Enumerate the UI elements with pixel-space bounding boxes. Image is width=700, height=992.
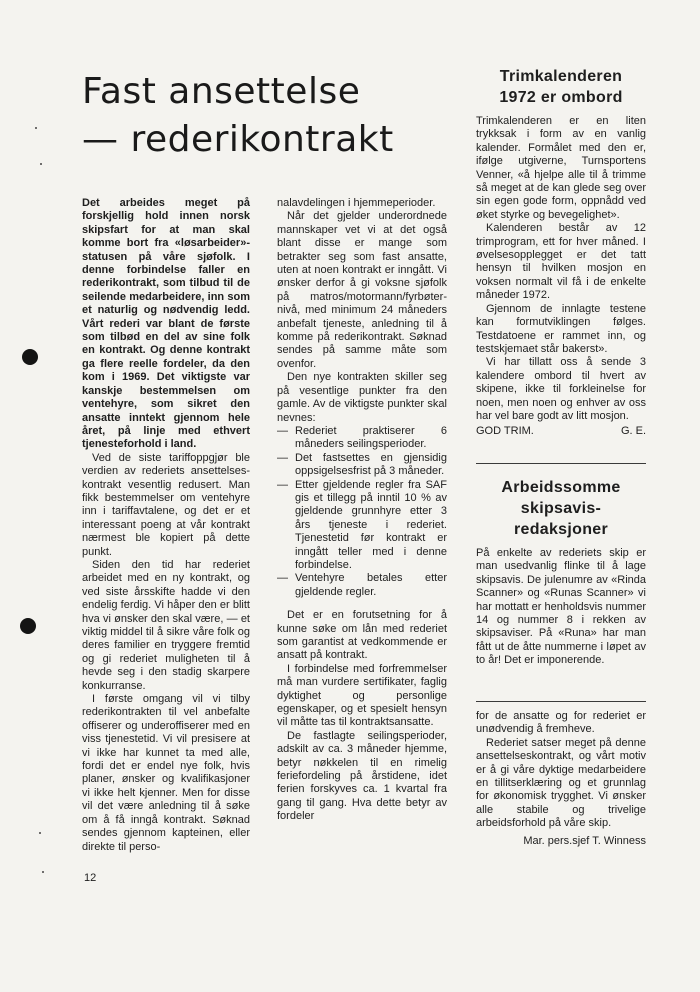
speck-icon: [35, 127, 37, 129]
article-paragraph: I forbindelse med forfremmelser må man vurdere sertifikater, faglig dyktighet og personlige egenskaper, og et spesielt hensyn vil måtte tas til kontraktsansatte.: [277, 662, 447, 729]
divider-rule: [476, 701, 646, 702]
skipsavis-paragraph: På enkelte av rederiets skip er man usedvanlig flinke til å lage skipsavis. De julenumre av «Rinda Scanner» og «Runas Scanner» vi har mottatt er henholdsvis nummer 14 og nummer 8 i rekken av skipsaviser. På «Runa» har man fått ut de åtte nummerne i løpet av to år! Det er imponerende.: [476, 547, 646, 667]
trim-paragraph: Trimkalenderen er en liten trykksak i form av en vanlig kalender. Formålet med den er, ifølge utgiverne, Turnsportens Venner, «å hjelpe alle til å trimme så meget at de kan glede seg over sin egen gode form, oppnådd ved øket styrke og bevegelighet».: [476, 115, 646, 221]
article-column-1: [82, 197, 250, 854]
article-column-3: [476, 710, 646, 848]
article-paragraph: Siden den tid har rederiet arbeidet med en ny kontrakt, og ved siste årsskifte hadde vi den endelig ferdig. Vi håper den er blitt hva vi ønsker den skal være, — et viktig middel til å sikre våre folk og deres familier en tryggere fremtid og gi rederiet muligheten til å hevde seg i den stadig skarpere konkurranse.: [82, 558, 250, 692]
article-signature: Mar. pers.sjef T. Winness: [523, 834, 646, 847]
heading-line: 1972 er ombord: [499, 89, 623, 106]
list-item: — Ventehyre betales etter gjeldende regler.: [277, 572, 447, 599]
speck-icon: [42, 871, 44, 873]
heading-line: redaksjoner: [513, 521, 608, 538]
signature-right: G. E.: [620, 425, 646, 438]
trim-paragraph: Kalenderen består av 12 trimprogram, ett for hver måned. I øvelsesopplegget er det tatt hensyn til hvilken mosjon en voksen normalt vil få i de enkelte måneder 1972.: [476, 222, 646, 302]
contract-points-list: [277, 425, 447, 599]
binder-hole-icon: [22, 349, 38, 365]
binder-hole-icon: [20, 618, 36, 634]
article-lead: Det arbeides meget på forskjellig hold innen norsk skipsfart for at man skal komme bort fra «løsarbeider»-statusen på våre sjøfolk. I denne forbindelse faller en rederikontrakt, som tilbud til de seilende medarbeidere, inn som et naturlig og nødvendig ledd. Vårt rederi var blant de første som tilbød en del av sine folk en kontrakt. Og denne kontrakt ga flere reelle fordeler, da den kom i 1969. Det viktigste var kanskje bestemmelsen om ventehyre, som sikret den ansatte inntekt gjennom hele året, på linje med ethvert tjenesteforhold i land.: [82, 197, 250, 451]
trim-paragraph: Vi har tillatt oss å sende 3 kalendere ombord til hvert av skipene, ikke til forkleinelse for noen, men noen og enhver av oss har vel bare godt av litt mosjon.: [476, 356, 646, 422]
speck-icon: [39, 832, 41, 834]
article-paragraph: De fastlagte seilingsperioder, adskilt av ca. 3 måneder hjemme, betyr nøkkelen til en rimelig feriefordeling på årstidene, idet ferien forskyves ca. 1 kvartal fra gang til gang. Hva dette betyr av fordeler: [277, 729, 447, 823]
page-number: 12: [84, 872, 97, 884]
article-headline: [82, 68, 442, 164]
trim-paragraph: Gjennom de innlagte testene kan formutviklingen følges. Testdatoene er rammet inn, og testskjemaet står bakerst».: [476, 302, 646, 355]
trim-signature: [476, 425, 646, 438]
speck-icon: [40, 163, 42, 165]
heading-line: Arbeidssomme: [501, 479, 621, 496]
article-paragraph: Ved de siste tariffoppgjør ble verdien av rederiets ansettelses-kontrakt vesentlig redusert. Man fikk bestemmelser om ventehyre inn i tariffavtalene, og det er et interessant poeng at vår kontrakt nærmest ble kopiert på dette punkt.: [82, 451, 250, 558]
skipsavis-heading: [476, 477, 646, 540]
signature-left: GOD TRIM.: [476, 425, 534, 438]
article-paragraph: nalavdelingen i hjemmeperioder.: [277, 197, 436, 209]
list-item: — Det fastsettes en gjensidig oppsigelsesfrist på 3 måneder.: [277, 452, 447, 479]
heading-line: Trimkalenderen: [499, 68, 623, 85]
article-paragraph: Det er en forutsetning for å kunne søke om lån med rederiet som garantist at vedkommende er ansatt på kontrakt.: [277, 609, 447, 662]
heading-line: skipsavis-: [520, 500, 602, 517]
article-paragraph: Rederiet satser meget på denne ansettelseskontrakt, og vårt motiv er å gi våre dyktige medarbeidere en tillitserklæring og et grunnlag for økonomisk trygghet. Vi ønsker alle stabile og trivelige arbeidsforhold på våre skip.: [476, 736, 646, 830]
skipsavis-box: [476, 477, 646, 668]
trimkalender-box: [476, 66, 646, 439]
trimkalender-heading: [476, 66, 646, 108]
divider-rule: [476, 463, 646, 464]
list-item: — Etter gjeldende regler fra SAF gis et tillegg på inntil 10 % av gjeldende grunnhyre etter 3 års tjeneste i rederiet. Tjenestetid før kontrakt er inngått teller med i denne forbindelse.: [277, 479, 447, 573]
article-column-2: [277, 197, 447, 824]
article-paragraph: I første omgang vil vi tilby rederikontrakten til vel anbefalte offiserer og underoffiserer med en viss tjenestetid. Vi vil presisere at vi ikke har kunnet ta med alle, fordi det er endel nye folk, hvis planer, ønsker og kvalifikasjoner vi ikke helt kjenner. Men for disse vil det være anledning til å søke om å få inngå kontrakt. Søknad sendes gjennom kapteinen, eller direkte til perso-: [82, 693, 250, 853]
article-paragraph: Når det gjelder underordnede mannskaper vet vi at det også blant disse er mange som betrakter seg som fast ansatte, uten at noen kontrakt er inngått. Vi ønsker derfor å gi voksne sjøfolk på matros/motormann/fyrbøter-nivå, med minimum 24 måneders anbefalt tjeneste, anledning til å komme på rederikontrakt. Søknad sendes på samme måte som ovenfor.: [277, 210, 447, 370]
article-paragraph: Den nye kontrakten skiller seg på vesentlige punkter fra den gamle. Av de viktigste punkter skal nevnes:: [277, 371, 447, 424]
list-item: — Rederiet praktiserer 6 måneders seilingsperioder.: [277, 425, 447, 452]
headline-line-2: — rederikontrakt: [82, 119, 394, 160]
headline-line-1: Fast ansettelse: [82, 71, 361, 112]
article-paragraph: for de ansatte og for rederiet er unødvendig å fremheve.: [476, 710, 646, 736]
